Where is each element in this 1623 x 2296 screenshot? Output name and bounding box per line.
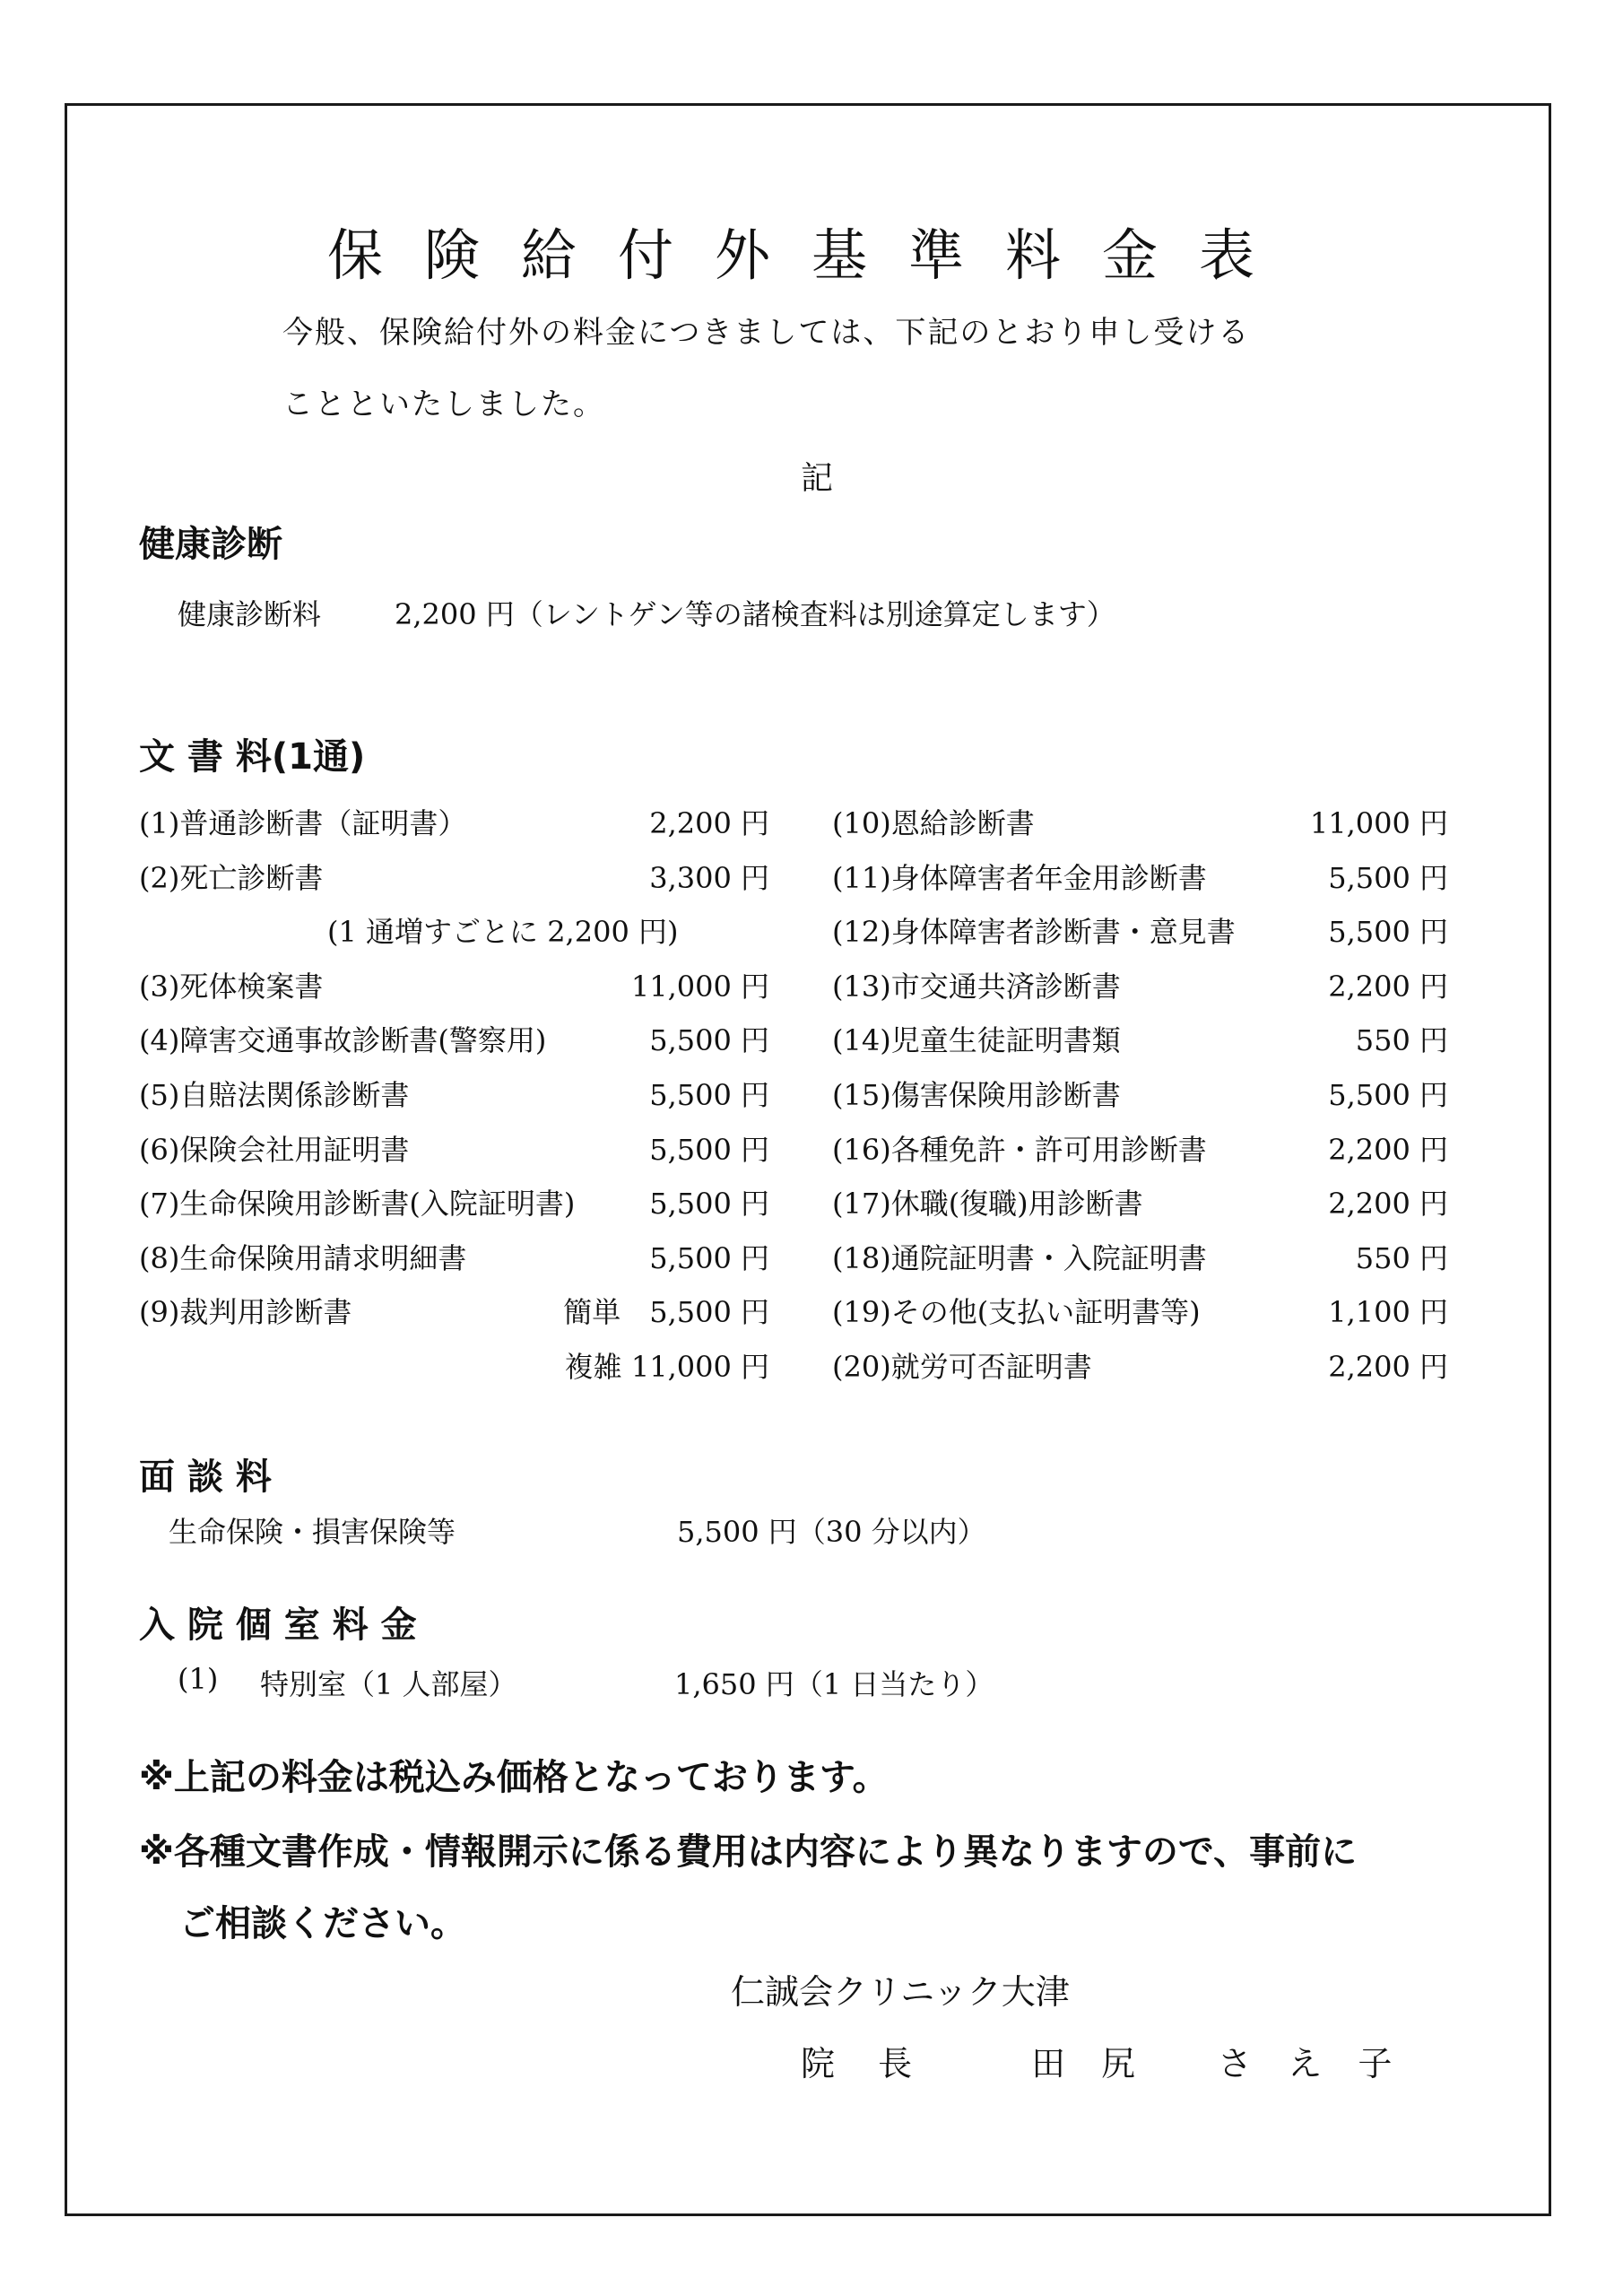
left-fee-label: (9)裁判用診断書 xyxy=(139,1295,352,1330)
right-fee-label: (11)身体障害者年金用診断書 xyxy=(832,860,1207,895)
left-fee-label: (7)生命保険用診断書(入院証明書) xyxy=(139,1187,576,1222)
page-title: 保険給付外基準料金表 xyxy=(326,222,1296,288)
right-fee-label: (16)各種免許・許可用診断書 xyxy=(832,1132,1207,1167)
right-fee-label: (19)その他(支払い証明書等) xyxy=(832,1295,1201,1330)
right-fee-label: (13)市交通共済診断書 xyxy=(832,969,1121,1004)
section-heading-nyuin: 入 院 個 室 料 金 xyxy=(139,1605,417,1646)
left-fee-price: 11,000 円 xyxy=(630,969,769,1004)
left-fee-price: 複雑 11,000 円 xyxy=(564,1350,769,1384)
right-fee-price: 2,200 円 xyxy=(1328,1187,1448,1222)
right-fee-price: 550 円 xyxy=(1355,1023,1448,1058)
right-fee-price: 2,200 円 xyxy=(1328,969,1448,1004)
right-fee-label: (12)身体障害者診断書・意見書 xyxy=(832,915,1236,950)
left-fee-price: 5,500 円 xyxy=(649,1132,769,1167)
cost-note-line-2: ご相談ください。 xyxy=(179,1903,466,1944)
intro-line-1: 今般、保険給付外の料金につきましては、下記のとおり申し受ける xyxy=(282,315,1251,351)
nyuin-fee: 1,650 円（1 日当たり） xyxy=(674,1667,994,1701)
left-fee-label: (5)自賠法関係診断書 xyxy=(139,1078,410,1112)
left-fee-label: (4)障害交通事故診断書(警察用) xyxy=(139,1023,547,1058)
ki-marker: 記 xyxy=(801,460,834,497)
right-fee-price: 5,500 円 xyxy=(1328,860,1448,895)
director-name: 田 尻 さ え 子 xyxy=(1031,2044,1405,2083)
right-fee-label: (15)傷害保険用診断書 xyxy=(832,1078,1121,1112)
left-fee-label: (8)生命保険用請求明細書 xyxy=(139,1240,467,1275)
left-fee-price: 5,500 円 xyxy=(649,1078,769,1112)
right-fee-label: (14)児童生徒証明書類 xyxy=(832,1023,1121,1058)
right-fee-price: 1,100 円 xyxy=(1328,1295,1448,1330)
left-fee-label: (2)死亡診断書 xyxy=(139,860,324,895)
left-fee-price: 2,200 円 xyxy=(649,806,769,840)
right-fee-price: 11,000 円 xyxy=(1309,806,1448,840)
left-fee-price: 簡単 5,500 円 xyxy=(563,1295,769,1330)
right-fee-label: (20)就労可否証明書 xyxy=(832,1350,1092,1384)
left-fee-label: (6)保険会社用証明書 xyxy=(139,1132,410,1167)
section-heading-mendan: 面 談 料 xyxy=(139,1457,272,1498)
right-fee-label: (17)休職(復職)用診断書 xyxy=(832,1187,1143,1222)
right-fee-price: 2,200 円 xyxy=(1328,1132,1448,1167)
right-fee-price: 5,500 円 xyxy=(1328,1078,1448,1112)
clinic-name: 仁誠会クリニック大津 xyxy=(731,1972,1070,2012)
left-fee-price: 5,500 円 xyxy=(649,1023,769,1058)
right-fee-price: 2,200 円 xyxy=(1328,1350,1448,1384)
nyuin-item: 特別室（1 人部屋） xyxy=(260,1667,517,1701)
cost-note-line-1: ※各種文書作成・情報開示に係る費用は内容により異なりますので、事前に xyxy=(139,1831,1358,1873)
mendan-fee: 5,500 円（30 分以内） xyxy=(677,1515,986,1549)
left-fee-label: (3)死体検案書 xyxy=(139,969,324,1004)
right-fee-label: (10)恩給診断書 xyxy=(832,806,1035,840)
right-fee-label: (18)通院証明書・入院証明書 xyxy=(832,1240,1207,1275)
intro-line-2: ことといたしました。 xyxy=(282,387,605,422)
left-fee-label: (1)普通診断書（証明書） xyxy=(139,806,467,840)
kenshin-fee: 2,200 円（レントゲン等の諸検査料は別途算定します） xyxy=(395,597,1115,631)
left-fee-price: 5,500 円 xyxy=(649,1240,769,1275)
director-title: 院 長 xyxy=(801,2044,929,2083)
nyuin-number: (1) xyxy=(178,1662,219,1696)
tax-note: ※上記の料金は税込み価格となっております。 xyxy=(139,1757,889,1798)
left-fee-label: (1 通増すごとに 2,200 円) xyxy=(327,915,679,950)
section-heading-bunsho: 文 書 料(1通) xyxy=(139,736,366,778)
section-heading-kenshin: 健康診断 xyxy=(139,524,282,565)
right-fee-price: 550 円 xyxy=(1355,1240,1448,1275)
right-fee-price: 5,500 円 xyxy=(1328,915,1448,950)
left-fee-price: 3,300 円 xyxy=(649,860,769,895)
kenshin-item: 健康診断料 xyxy=(178,597,322,631)
mendan-item: 生命保険・損害保険等 xyxy=(169,1515,456,1549)
left-fee-price: 5,500 円 xyxy=(649,1187,769,1222)
